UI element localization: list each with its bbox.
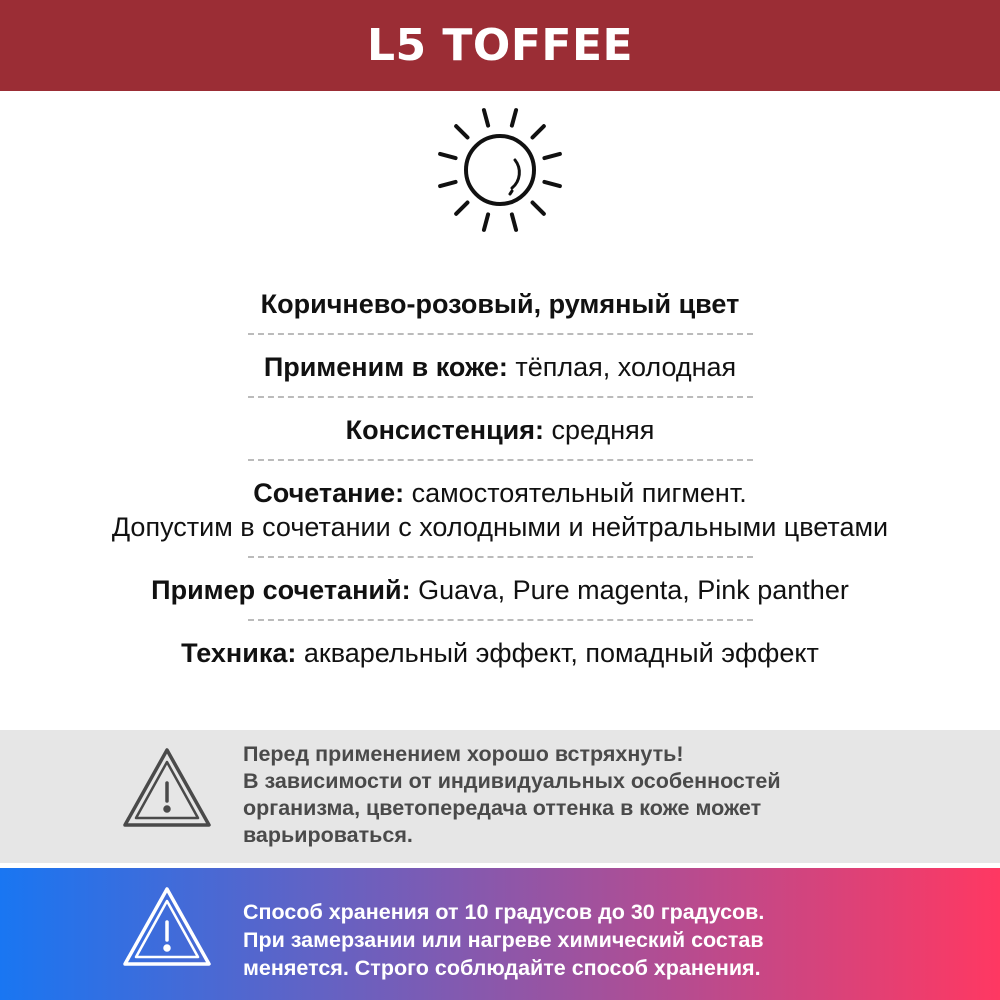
sun-ray (440, 182, 455, 186)
property-color (0, 284, 1000, 324)
sun-ray (512, 214, 516, 229)
sun-ray (544, 154, 559, 158)
warning-text (243, 741, 963, 849)
warning-line: Перед применением хорошо встряхнуть! (243, 742, 684, 766)
skin-label: Применим в коже: (263, 352, 508, 382)
property-technique (0, 633, 1000, 673)
technique-value: акварельный эффект, помадный эффект (296, 638, 819, 668)
storage-line: При замерзании или нагреве химический состав (243, 928, 764, 952)
technique-label: Техника: (181, 638, 297, 668)
sun-icon (430, 100, 570, 240)
combination-value: самостоятельный пигмент. (404, 478, 747, 508)
color-text: Коричнево-розовый, румяный цвет (260, 289, 740, 319)
property-combination (0, 473, 1000, 547)
combination-label: Сочетание: (253, 478, 405, 508)
product-title: L5 TOFFEE (366, 20, 634, 71)
property-examples (0, 570, 1000, 610)
property-consistency (0, 410, 1000, 450)
sun-ray (533, 203, 544, 214)
divider (248, 396, 753, 398)
warning-triangle-icon (121, 884, 213, 972)
divider (248, 619, 753, 621)
sun-ray (484, 110, 488, 125)
storage-line: меняется. Строго соблюдайте способ хранения. (243, 956, 761, 980)
sun-ray (512, 110, 516, 125)
examples-label: Пример сочетаний: (151, 575, 411, 605)
combination-line-2: Допустим в сочетании с холодными и нейтральными цветами (111, 512, 889, 542)
examples-value: Guava, Pure magenta, Pink panther (410, 575, 849, 605)
consistency-value: средняя (544, 415, 655, 445)
header-bar (0, 0, 1000, 91)
sun-ray (544, 182, 559, 186)
sun-ray (533, 126, 544, 137)
divider (248, 556, 753, 558)
warning-line: организма, цветопередача оттенка в коже может (243, 796, 762, 820)
warning-line: В зависимости от индивидуальных особенностей (243, 769, 781, 793)
sun-ray (456, 126, 467, 137)
divider (248, 459, 753, 461)
consistency-label: Консистенция: (345, 415, 545, 445)
properties-list (0, 284, 1000, 673)
sun-ray (456, 203, 467, 214)
storage-line: Способ хранения от 10 градусов до 30 градусов. (243, 900, 765, 924)
sun-ray (484, 214, 488, 229)
divider (248, 333, 753, 335)
skin-value: тёплая, холодная (507, 352, 737, 382)
warning-line: варьироваться. (243, 823, 413, 847)
property-skin (0, 347, 1000, 387)
storage-text (243, 898, 983, 982)
combination-line-1 (0, 476, 1000, 510)
warning-triangle-icon (121, 745, 213, 833)
sun-ray (440, 154, 455, 158)
